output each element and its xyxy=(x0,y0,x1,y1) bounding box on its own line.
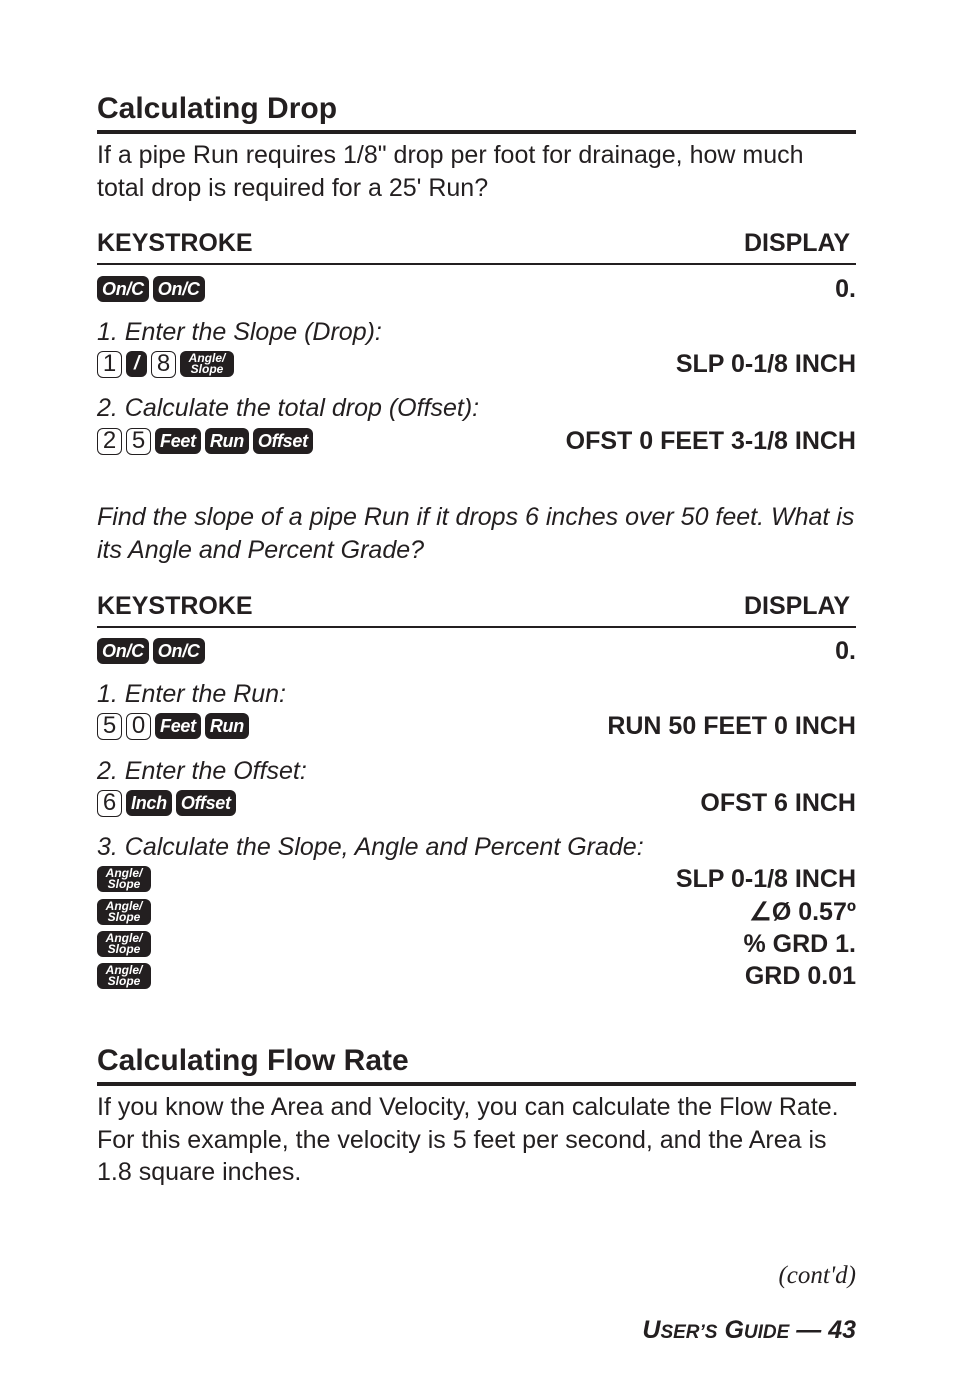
keystroke-row xyxy=(97,274,856,304)
title-rule xyxy=(97,130,856,134)
display-value: SLP 0-1/8 INCH xyxy=(675,350,856,378)
page-number: — 43 xyxy=(789,1316,856,1344)
page-footer: USER’S GUIDE — 43 xyxy=(642,1316,856,1344)
digit-key: 6 xyxy=(97,790,122,817)
keystroke-row xyxy=(97,426,856,456)
fraction-key: / xyxy=(126,351,147,377)
display-value: 0. xyxy=(835,637,856,665)
keystroke-row xyxy=(97,636,856,666)
inch-key: Inch xyxy=(126,790,172,816)
digit-key: 2 xyxy=(97,428,122,455)
angle-slope-key: Angle/ Slope xyxy=(97,866,151,892)
feet-key: Feet xyxy=(155,428,201,454)
table-header xyxy=(97,591,856,621)
manual-page xyxy=(97,0,856,1389)
digit-key: 8 xyxy=(151,351,176,378)
angle-slope-key: Angle/ Slope xyxy=(97,963,151,989)
display-value: SLP 0-1/8 INCH xyxy=(675,865,856,893)
display-value: OFST 0 FEET 3-1/8 INCH xyxy=(565,427,856,455)
on-c-key: On/C xyxy=(153,638,205,664)
display-value: GRD 0.01 xyxy=(744,962,856,990)
angle-slope-key: Angle/ Slope xyxy=(180,351,234,377)
keystroke-row xyxy=(97,788,856,818)
digit-key: 5 xyxy=(97,713,122,740)
display-value: 0. xyxy=(835,275,856,303)
keystroke-row xyxy=(97,864,856,894)
angle-slope-key: Angle/ Slope xyxy=(97,899,151,925)
keystroke-row xyxy=(97,711,856,741)
on-c-key: On/C xyxy=(97,638,149,664)
display-value: ∠Ø 0.57º xyxy=(749,898,856,926)
digit-key: 5 xyxy=(126,428,151,455)
digit-key: 0 xyxy=(126,713,151,740)
display-header: DISPLAY xyxy=(743,229,850,257)
drop-intro-text: If a pipe Run requires 1/8" drop per foot for drainage, how much total drop is required for a 25' Run? xyxy=(97,141,804,202)
display-value: RUN 50 FEET 0 INCH xyxy=(607,712,856,740)
table-header xyxy=(97,228,856,258)
step-label: 1. Enter the Slope (Drop): xyxy=(97,318,382,346)
display-header: DISPLAY xyxy=(743,592,850,620)
flow-rate-intro-text: If you know the Area and Velocity, you can calculate the Flow Rate. For this example, the velocity is 5 feet per second, and the Area is 1.8 square inches. xyxy=(97,1093,839,1186)
run-key: Run xyxy=(205,428,249,454)
title-rule xyxy=(97,1082,856,1086)
step-label: 3. Calculate the Slope, Angle and Percent Grade: xyxy=(97,833,644,861)
angle-slope-key: Angle/ Slope xyxy=(97,931,151,957)
continued-note: (cont'd) xyxy=(778,1262,856,1289)
keystroke-row xyxy=(97,349,856,379)
header-rule xyxy=(97,626,856,628)
step-label: 1. Enter the Run: xyxy=(97,680,287,708)
on-c-key: On/C xyxy=(97,276,149,302)
section-title-calculating-drop: Calculating Drop xyxy=(97,92,338,125)
step-label: 2. Enter the Offset: xyxy=(97,757,307,785)
offset-key: Offset xyxy=(253,428,313,454)
section-title-calculating-flow-rate: Calculating Flow Rate xyxy=(97,1044,409,1077)
keystroke-row xyxy=(97,897,856,927)
keystroke-row xyxy=(97,929,856,959)
feet-key: Feet xyxy=(155,713,201,739)
keystroke-header: KEYSTROKE xyxy=(97,592,253,620)
keystroke-header: KEYSTROKE xyxy=(97,229,253,257)
display-value: OFST 6 INCH xyxy=(700,789,856,817)
step-label: 2. Calculate the total drop (Offset): xyxy=(97,394,480,422)
slope-question-text: Find the slope of a pipe Run if it drops 6 inches over 50 feet. What is its Angle and Percent Grade? xyxy=(97,503,855,564)
on-c-key: On/C xyxy=(153,276,205,302)
display-value: % GRD 1. xyxy=(743,930,856,958)
offset-key: Offset xyxy=(176,790,236,816)
run-key: Run xyxy=(205,713,249,739)
digit-key: 1 xyxy=(97,351,122,378)
header-rule xyxy=(97,263,856,265)
keystroke-row xyxy=(97,961,856,991)
